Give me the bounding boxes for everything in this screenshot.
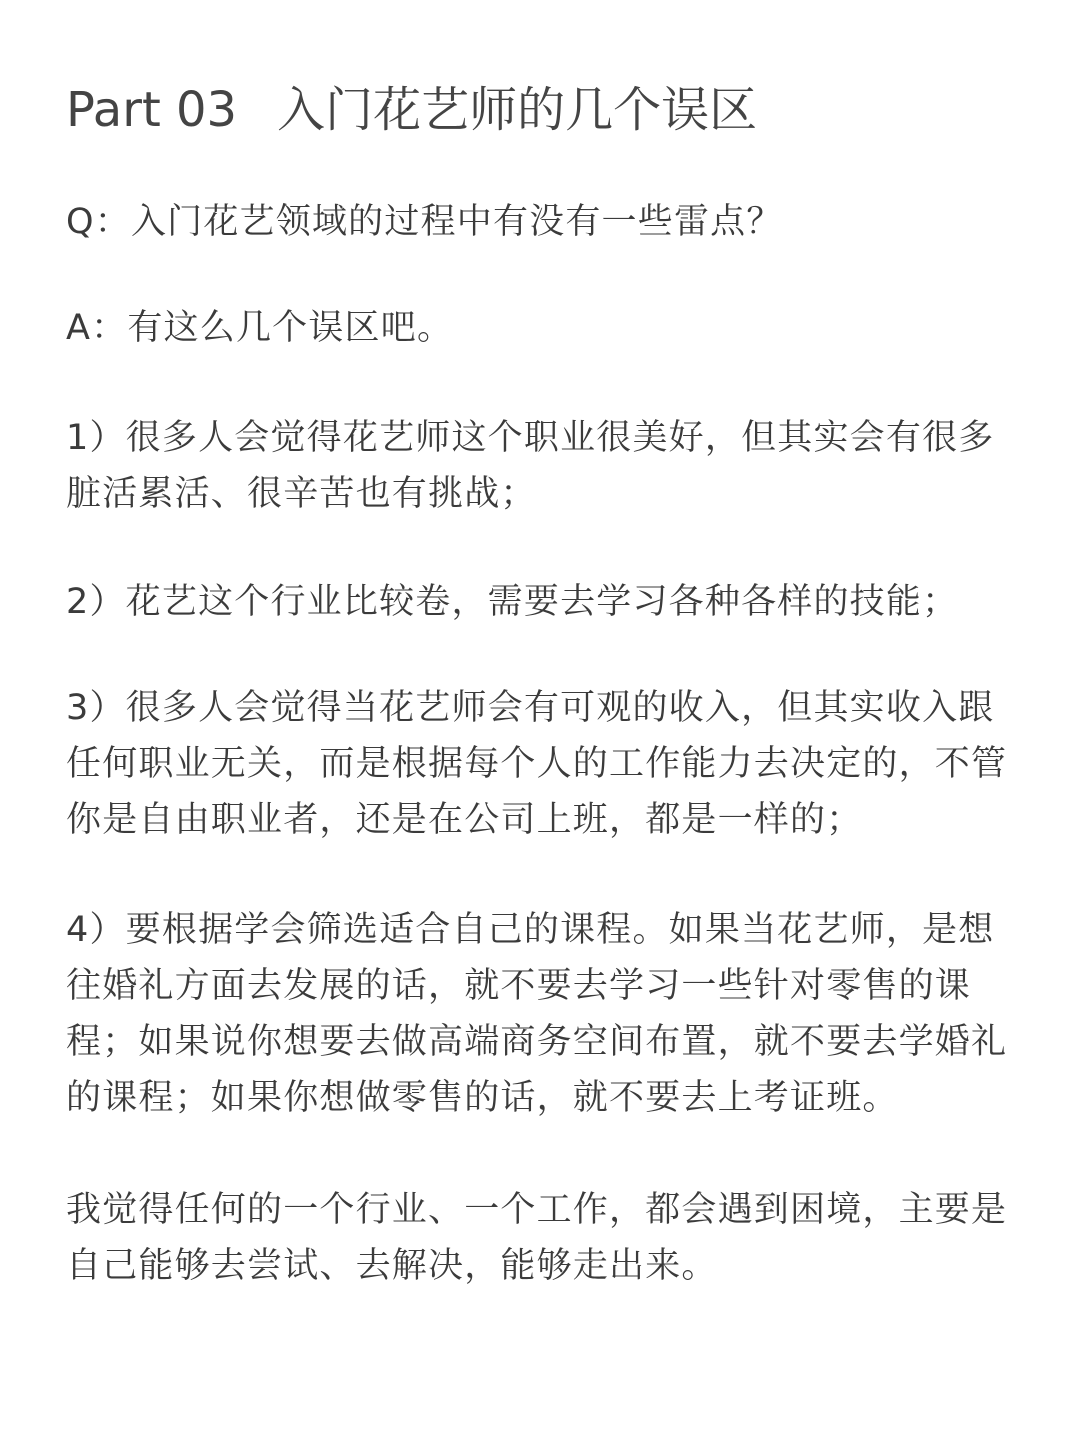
point-1: 1）很多人会觉得花艺师这个职业很美好，但其实会有很多脏活累活、很辛苦也有挑战；	[66, 418, 995, 514]
part-label: Part 03	[66, 82, 238, 138]
conclusion-text: 我觉得任何的一个行业、一个工作，都会遇到困境，主要是自己能够去尝试、去解决，能够走出来。	[66, 1190, 1008, 1286]
title-heading: 入门花艺师的几个误区	[277, 82, 758, 138]
page-title	[66, 78, 757, 142]
point-3: 3）很多人会觉得当花艺师会有可观的收入，但其实收入跟任何职业无关，而是根据每个人的工作能力去决定的，不管你是自由职业者，还是在公司上班，都是一样的；	[66, 688, 1008, 840]
answer-text: A：有这么几个误区吧。	[66, 308, 454, 348]
point-2: 2）花艺这个行业比较卷，需要去学习各种各样的技能；	[66, 582, 959, 622]
question-text: Q：入门花艺领域的过程中有没有一些雷点？	[66, 202, 783, 242]
point-4: 4）要根据学会筛选适合自己的课程。如果当花艺师，是想往婚礼方面去发展的话，就不要去学习一些针对零售的课程；如果说你想要去做高端商务空间布置，就不要去学婚礼的课程；如果你想做零售的话，就不要去上考证班。	[66, 910, 1008, 1118]
